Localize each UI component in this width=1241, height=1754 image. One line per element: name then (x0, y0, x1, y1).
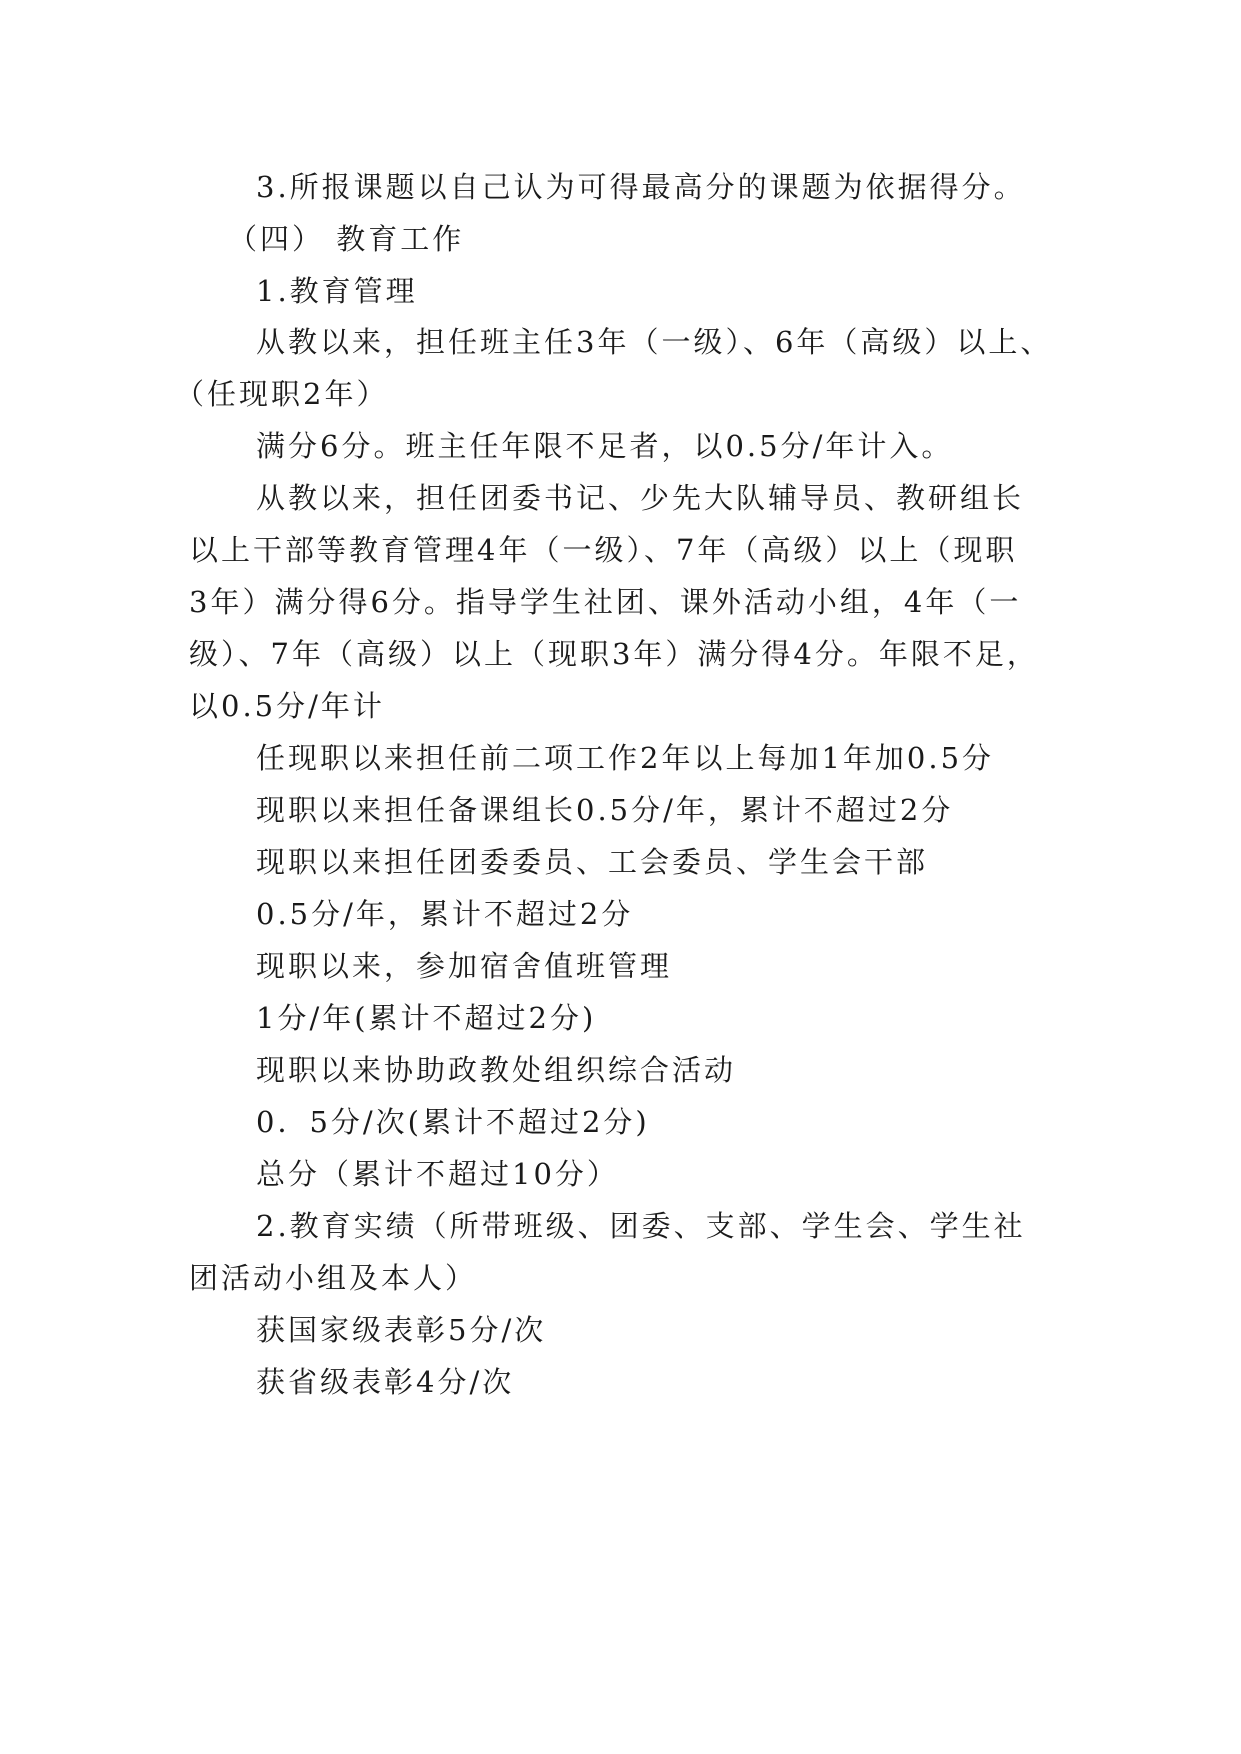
text-line: 现职以来担任备课组长0.5分/年，累计不超过2分 (256, 793, 954, 827)
text-line: 团活动小组及本人） (189, 1261, 478, 1295)
text-line: （任现职2年） (175, 377, 389, 411)
text-line: 获国家级表彰5分/次 (256, 1313, 547, 1347)
subsection-heading: 2.教育实绩（所带班级、团委、支部、学生会、学生社 (256, 1209, 1026, 1243)
text-line: 从教以来，担任团委书记、少先大队辅导员、教研组长 (256, 481, 1025, 515)
text-line: 现职以来担任团委委员、工会委员、学生会干部 (256, 845, 929, 879)
subsection-heading: 1.教育管理 (256, 274, 418, 308)
text-line: 以0.5分/年计 (189, 689, 385, 723)
text-line: 3.所报课题以自己认为可得最高分的课题为依据得分。 (256, 170, 1026, 204)
text-line: 以上干部等教育管理4年（一级）、7年（高级）以上（现职 (189, 533, 1018, 567)
text-line: 级）、7年（高级）以上（现职3年）满分得4分。年限不足， (189, 637, 1039, 671)
text-line: 1分/年(累计不超过2分) (256, 1001, 597, 1035)
section-heading: （四） 教育工作 (228, 222, 465, 256)
text-line: 现职以来，参加宿舍值班管理 (256, 949, 673, 983)
text-line: 总分（累计不超过10分） (256, 1157, 619, 1191)
text-line: 满分6分。班主任年限不足者，以0.5分/年计入。 (256, 429, 954, 463)
text-line: 0．5分/次(累计不超过2分) (256, 1105, 650, 1139)
text-line: 获省级表彰4分/次 (256, 1365, 515, 1399)
text-line: 0.5分/年，累计不超过2分 (256, 897, 634, 931)
text-line: 任现职以来担任前二项工作2年以上每加1年加0.5分 (256, 741, 995, 775)
text-line: 现职以来协助政教处组织综合活动 (256, 1053, 737, 1087)
text-line: 3年）满分得6分。指导学生社团、课外活动小组，4年（一 (189, 585, 1022, 619)
text-line: 从教以来，担任班主任3年（一级）、6年（高级）以上、 (256, 325, 1053, 359)
